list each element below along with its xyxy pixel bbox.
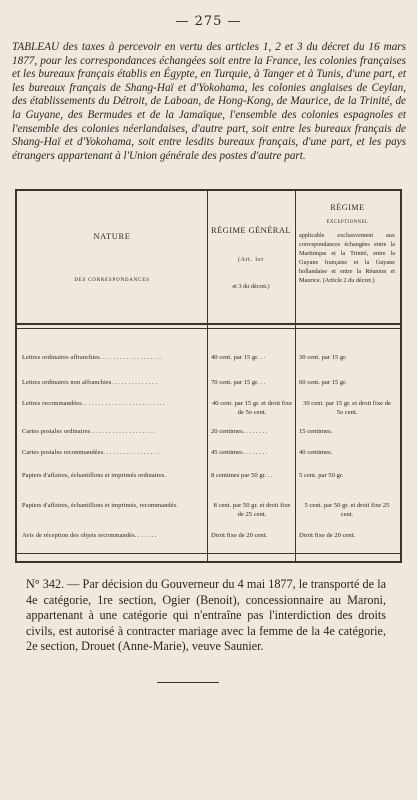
closing-rule <box>157 682 219 683</box>
cell-regime-general: 40 cent. par 15 gr. et droit fixe de 5o cent. <box>211 400 293 416</box>
column-divider <box>295 191 296 561</box>
header-exceptionnel-sub: EXCEPTIONNEL <box>326 220 369 225</box>
cell-nature: Lettres ordinaires non affranchies. . . . . . . . . . . . . . <box>22 379 158 386</box>
cell-regime-exceptionnel: 40 centimes. <box>299 449 333 456</box>
cell-regime-general: 70 cent. par 15 gr. . . <box>211 379 266 386</box>
cell-nature: Papiers d'affaires, échantillons et imprimés ordinaires. <box>22 472 167 479</box>
cell-regime-exceptionnel: 30 cent. par 15 gr. et droit fixe de 5o cent. <box>303 400 391 416</box>
header-regime-decret: et 3 du décret.) <box>232 283 270 290</box>
cell-nature: Lettres ordinaires affranchies. . . . . . . . . . . . . . . . . . . <box>22 354 163 361</box>
cell-regime-general: Droit fixe de 20 cent. <box>211 532 268 539</box>
cell-regime-general: 8 centimes par 50 gr. . . <box>211 472 273 479</box>
page-number: — 275 — <box>175 14 242 29</box>
cell-regime-exceptionnel: 15 centimes. <box>299 428 333 435</box>
cell-regime-exceptionnel: Droit fixe de 20 cent. <box>299 532 356 539</box>
header-nature-sub: DES CORRESPONDANCES <box>74 278 150 283</box>
cell-nature: Avis de réception des objets recommandés. . . . . . . <box>22 532 157 539</box>
header-regime-exceptionnel: RÉGIME <box>330 203 365 212</box>
cell-nature: Lettres recommandées. . . . . . . . . . . . . . . . . . . . . . . . . <box>22 400 165 407</box>
cell-regime-general: 8 cent. par 50 gr. et droit fixe de 25 cent. <box>213 502 291 518</box>
cell-nature: Papiers d'affaires, échantillons et imprimés, recommandés. <box>22 502 178 509</box>
cell-regime-general: 20 centimes. . . . . . . . <box>211 428 268 435</box>
header-rule <box>17 328 400 329</box>
header-regime-article: (Art. 1er <box>237 257 265 263</box>
decision-paragraph: N° 342. — Par décision du Gouverneur du 4 mai 1877, le transporté de la 4e catégorie, 1re section, Ogier (Benoit), concessionnaire au Maroni, appartenant à une catégorie qui n'entraîne pas l'interdiction des droits civils, est autorisé à contracter mariage avec la femme de la 4e catégorie, 2e section, Drouet (Anne-Marie), veuve Saunier. <box>26 577 386 654</box>
header-regime-general: RÉGIME GÉNÉRAL <box>211 225 291 235</box>
header-nature: NATURE <box>93 231 131 241</box>
header-exceptionnel-text: applicable exclusivement aux correspondances échangées entre la Martinique et la Trinité, entre la Guyane française et la Guyane hollandaise et entre la Réunion et Maurice. (Article 2 du décret.) <box>299 232 395 284</box>
header-rule <box>17 323 400 325</box>
footer-rule <box>17 553 400 554</box>
cell-regime-general: 45 centimes. . . . . . . . <box>211 449 268 456</box>
cell-nature: Cartes postales recommandées. . . . . . . . . . . . . . . . . <box>22 449 160 456</box>
cell-regime-exceptionnel: 30 cent. par 15 gr. <box>299 354 347 361</box>
cell-regime-exceptionnel: 5 cent. par 50 gr. <box>299 472 344 479</box>
cell-regime-exceptionnel: 5 cent. par 50 gr. et droit fixe 25 cent. <box>304 502 390 518</box>
column-divider <box>207 191 208 561</box>
intro-paragraph: TABLEAU des taxes à percevoir en vertu des articles 1, 2 et 3 du décret du 16 mars 1877, pour les correspondances échangées soit entre la France, les colonies françaises et les bureaux français établis en Égypte, en Turquie, à Tanger et à Tunis, d'une part, et les bureaux français de Shang-Haï et d'Yokohama, les colonies anglaises de Ceylan, des établissements du Détroit, de Laboan, de Hong-Kong, de Maurice, de la Trinité, de la Guyane, des Bermudes et de la Jamaïque, l'ensemble des colonies espagnoles et l'ensemble des colonies néerlandaises, d'autre part, soit entre les bureaux français de Shang-Haï et d'Yokohama, soit entre lesdits bureaux français, d'une part, et les pays étrangers appartenant à l'Union générale des postes d'autre part. <box>12 41 406 162</box>
tariff-table <box>15 189 402 563</box>
cell-regime-exceptionnel: 60 cent. par 15 gr. <box>299 379 347 386</box>
cell-regime-general: 40 cent. par 15 gr. . · <box>211 354 266 361</box>
cell-nature: Cartes postales ordinaires . . . . . . . . . . . . . . . . . . . <box>22 428 155 435</box>
